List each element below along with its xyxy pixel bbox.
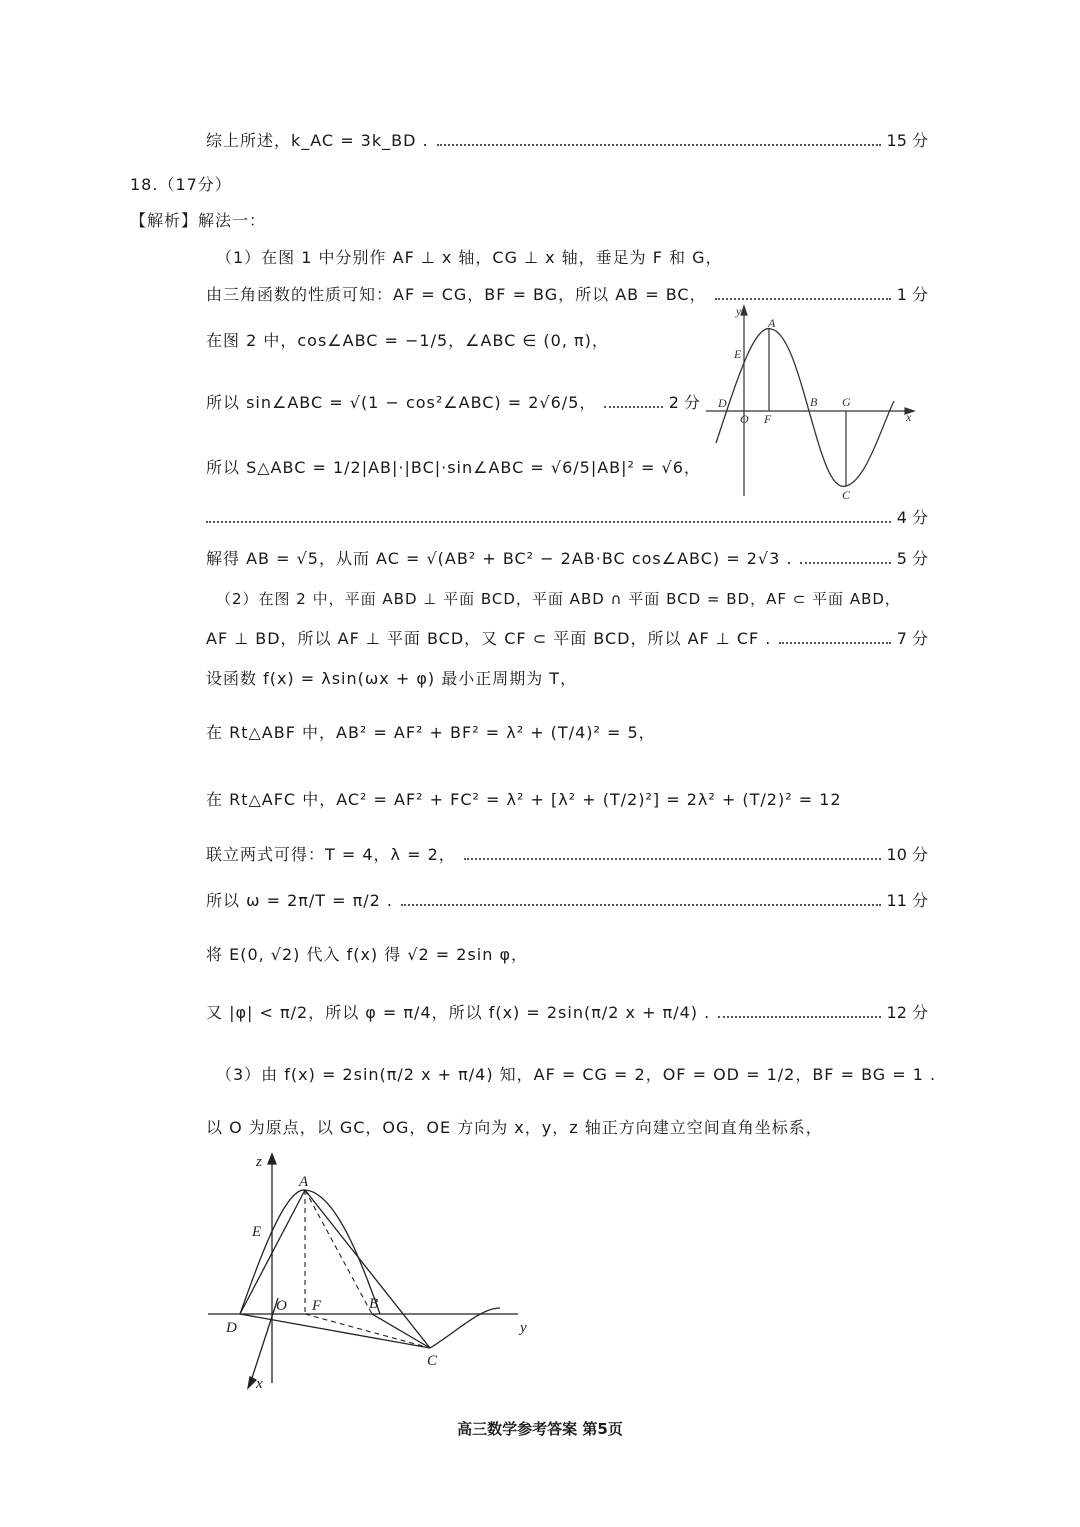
fig1-label-b: B [810,395,818,409]
sin-line [206,390,700,413]
figure-2-3d-diagram [200,1148,550,1393]
y-axis-arrow [741,306,747,315]
sine-arch [240,1190,380,1314]
score: 10 分 [886,845,928,864]
fig2-label-a: A [299,1174,309,1190]
solve-ab-line [206,546,928,569]
fig1-label-d: D [718,396,727,410]
coordinate-system-line [206,1115,823,1138]
dot-leader [779,641,890,644]
figure-1-sine-graph [706,303,926,503]
step-3-intro [216,1062,936,1085]
page-footer: 高三数学参考答案 第5页 [457,1420,623,1438]
fig2-label-d: D [226,1320,237,1336]
dot-leader [715,297,891,300]
dashed-fc [305,1314,430,1348]
score: 15 分 [886,131,928,150]
fig2-label-c: C [427,1353,438,1369]
fig1-label-a: A [768,316,776,330]
score-4-line [206,505,928,528]
dot-leader [437,143,881,146]
line-text: （3）由 f(x) = 2sin(π/2 x + π/4) 知，AF = CG = 2，OF = OD = 1/2，BF = BG = 1 . [216,1065,937,1084]
line-text: 解得 AB = √5，从而 AC = √(AB² + BC² − 2AB·BC cos∠ABC) = 2√3 . [206,549,793,568]
dot-leader [206,520,891,523]
z-axis-arrow [268,1154,276,1164]
x-axis-arrow [248,1377,256,1388]
edge-ac [305,1190,430,1348]
line-text: 又 |φ| < π/2，所以 φ = π/4，所以 f(x) = 2sin(π/2 x + π/4) . [206,1003,711,1022]
score: 4 分 [896,508,928,527]
dot-leader [718,1015,880,1018]
line-text: 所以 ω = 2π/T = π/2 . [206,891,393,910]
fig2-label-e: E [252,1224,262,1240]
line-text: 由三角函数的性质可知：AF = CG，BF = BG，所以 AB = BC， [206,285,707,304]
step-1-intro [216,245,723,268]
line-text: 在图 2 中，cos∠ABC = −1/5，∠ABC ∈ (0, π)， [206,331,609,350]
dot-leader [604,405,662,408]
fig1-label-g: G [842,395,851,409]
score: 2 分 [668,393,700,412]
phi-line [206,1000,928,1023]
perpendicular-line [206,626,928,649]
score: 12 分 [886,1003,928,1022]
line-text: 以 O 为原点，以 GC，OG，OE 方向为 x，y，z 轴正方向建立空间直角坐标系， [206,1118,823,1137]
line-text: AF ⊥ BD，所以 AF ⊥ 平面 BCD，又 CF ⊂ 平面 BCD，所以 AF ⊥ CF . [206,629,772,648]
fig1-label-e: E [734,347,742,361]
step-2-intro [216,588,901,609]
fig1-label-x: x [906,410,912,424]
fig2-label-y: y [520,1320,527,1336]
question-number [130,172,232,195]
fig1-label-o: O [740,412,749,426]
dot-leader [401,903,881,906]
step-1-line [206,282,928,305]
fig2-label-b: B [369,1296,379,1312]
area-line [206,455,701,478]
line-text: 在 Rt△AFC 中，AC² = AF² + FC² = λ² + [λ² + (T/2)²] = 2λ² + (T/2)² = 12 [206,790,842,809]
line-text: 在 Rt△ABF 中，AB² = AF² + BF² = λ² + (T/4)² = 5， [206,723,656,742]
fig1-label-y: y [736,304,742,318]
dot-leader [800,561,890,564]
conclusion-line [206,128,928,151]
solution-heading [130,208,266,231]
fig1-label-c: C [842,488,851,502]
score: 5 分 [896,549,928,568]
period-line [206,666,577,689]
line-text: （2）在图 2 中，平面 ABD ⊥ 平面 BCD，平面 ABD ∩ 平面 BCD = BD，AF ⊂ 平面 ABD， [216,590,901,608]
line-text: 所以 S△ABC = 1/2|AB|·|BC|·sin∠ABC = √6/5|AB|² = √6， [206,458,701,477]
fig2-label-z: z [256,1154,262,1170]
line-text: 联立两式可得：T = 4，λ = 2， [206,845,456,864]
line-text: 【解析】解法一： [130,211,267,230]
sine-curve [716,329,894,487]
line-text: 将 E(0, √2) 代入 f(x) 得 √2 = 2sin φ， [206,945,529,964]
score: 1 分 [896,285,928,304]
score: 11 分 [886,891,928,910]
solve-t-line [206,842,928,865]
cos-line [206,328,609,351]
fig2-label-x: x [256,1376,263,1392]
fig2-label-o: O [276,1298,287,1314]
x-axis [250,1298,278,1384]
dot-leader [464,857,881,860]
rt-abf-line [206,720,656,743]
score: 7 分 [896,629,928,648]
line-text: 所以 sin∠ABC = √(1 − cos²∠ABC) = 2√6/5， [206,393,597,412]
line-text: 综上所述，k_AC = 3k_BD . [206,131,429,150]
substitute-e-line [206,942,528,965]
omega-line [206,888,928,911]
rt-afc-line [206,787,842,810]
line-text: （1）在图 1 中分别作 AF ⊥ x 轴，CG ⊥ x 轴，垂足为 F 和 G， [216,248,723,267]
line-text: 设函数 f(x) = λsin(ωx + φ) 最小正周期为 T， [206,669,578,688]
line-text: 18.（17分） [130,175,232,194]
dashed-ab [305,1190,372,1314]
fig2-label-f: F [312,1298,322,1314]
fig1-label-f: F [764,412,772,426]
